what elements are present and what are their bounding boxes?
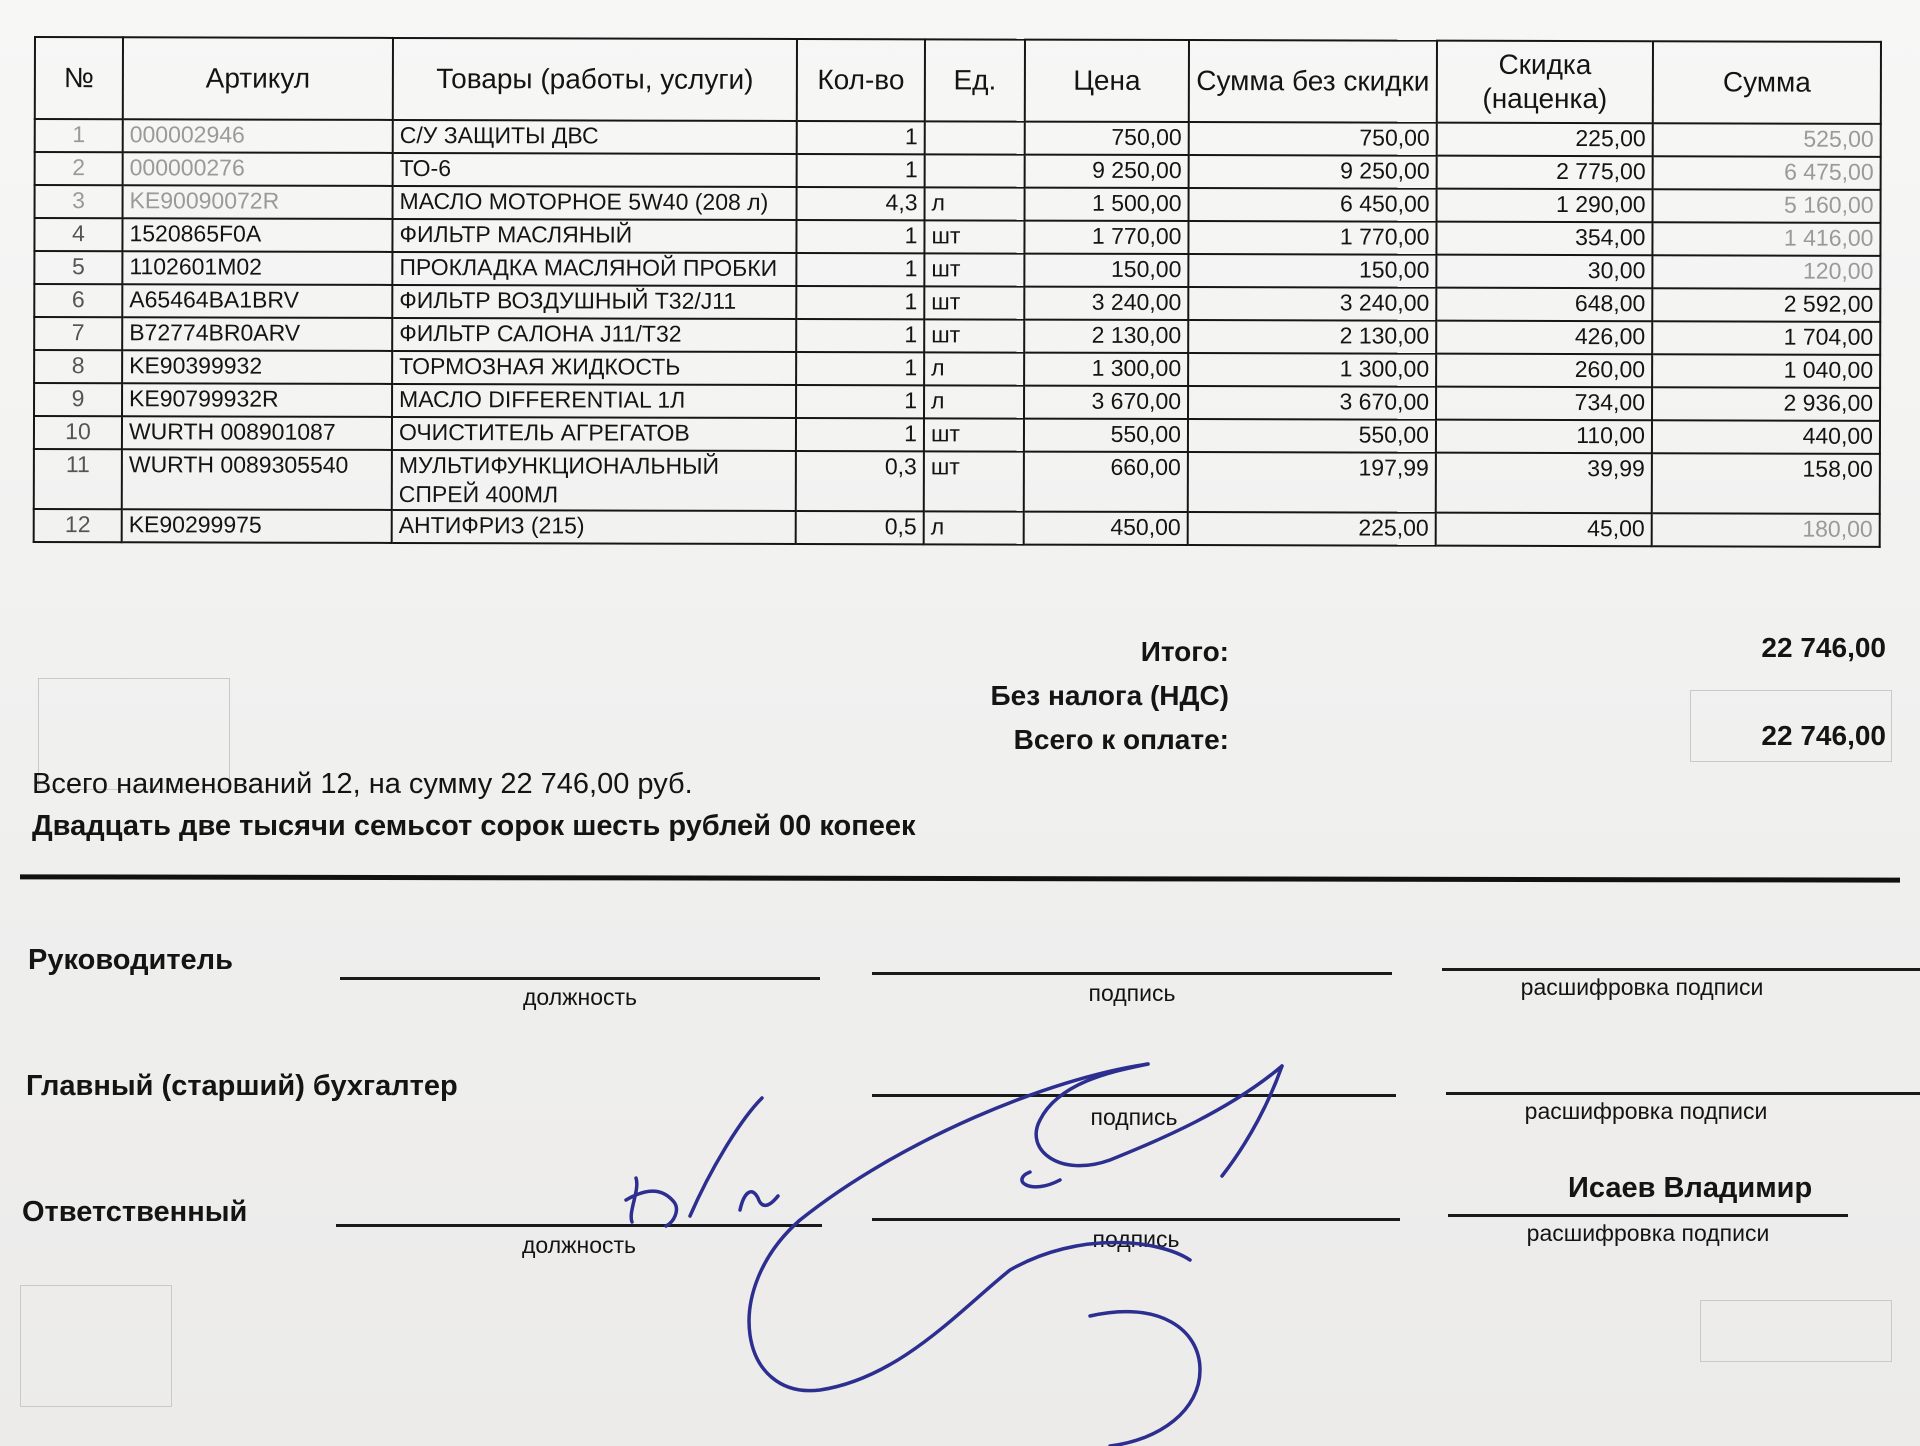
cell-sum-no-discount: 225,00 [1188,512,1436,546]
table-row [34,284,1880,322]
table-row [35,119,1881,157]
responsible-signature-line [872,1218,1400,1221]
responsible-signature-caption: подпись [1092,1226,1180,1252]
cell-article: WURTH 008901087 [122,416,392,450]
table-header-row [35,37,1881,124]
table-row [34,251,1880,289]
director-decoding-caption: расшифровка подписи [1520,974,1764,1000]
responsible-position-line [336,1224,822,1227]
accountant-signature-caption: подпись [1090,1104,1178,1130]
cell-name: ОЧИСТИТЕЛЬ АГРЕГАТОВ [392,417,796,451]
cell-price: 2 130,00 [1024,320,1188,353]
cell-name: ФИЛЬТР МАСЛЯНЫЙ [392,219,796,253]
cell-sum-no-discount: 6 450,00 [1189,188,1437,222]
col-header-unit: Ед. [925,39,1025,121]
cell-sum-no-discount: 9 250,00 [1189,155,1437,189]
items-count-summary: Всего наименований 12, на сумму 22 746,00 руб. [32,768,693,800]
cell-price: 660,00 [1024,452,1188,512]
cell-name: С/У ЗАЩИТЫ ДВС [393,120,797,154]
cell-unit: л [924,385,1024,418]
cell-discount: 734,00 [1436,387,1652,421]
cell-unit: л [924,352,1024,385]
col-header-sum: Сумма [1653,41,1881,124]
accountant-decoding-caption: расшифровка подписи [1524,1098,1768,1124]
col-header-goods: Товары (работы, услуги) [393,38,797,121]
cell-num: 6 [34,284,122,317]
cell-article: 000002946 [123,119,393,153]
cell-name: МАСЛО DIFFERENTIAL 1Л [392,384,796,418]
cell-name: МУЛЬТИФУНКЦИОНАЛЬНЫЙ СПРЕЙ 400МЛ [392,450,796,511]
col-header-qty: Кол-во [797,39,925,121]
table-row [34,383,1880,421]
director-decoding-line [1442,968,1920,971]
table-row [34,350,1880,388]
pay-label: Всего к оплате: [1013,724,1229,755]
director-label: Руководитель [28,944,233,976]
col-header-sum-no-discount: Сумма без скидки [1189,40,1437,123]
cell-unit: шт [924,418,1024,451]
cell-sum: 120,00 [1652,255,1880,289]
cell-num: 7 [34,317,122,350]
cell-qty: 1 [796,319,924,352]
cell-name: ФИЛЬТР САЛОНА J11/T32 [392,318,796,352]
cell-discount: 110,00 [1436,420,1652,454]
items-table [33,36,1882,548]
ghost-table-fragment [1700,1300,1892,1362]
cell-sum: 1 040,00 [1652,354,1880,388]
cell-discount: 39,99 [1436,453,1652,514]
cell-price: 9 250,00 [1025,155,1189,188]
cell-sum-no-discount: 150,00 [1188,254,1436,288]
table-row [34,218,1880,256]
cell-sum: 1 416,00 [1652,222,1880,256]
accountant-label: Главный (старший) бухгалтер [26,1070,458,1102]
cell-name: ФИЛЬТР ВОЗДУШНЫЙ Т32/J11 [392,285,796,319]
cell-article: WURTH 0089305540 [122,449,392,510]
col-header-num: № [35,37,123,119]
cell-sum: 158,00 [1652,453,1880,514]
cell-sum: 525,00 [1653,123,1881,157]
cell-qty: 1 [796,253,924,286]
cell-article: KE90090072R [123,185,393,219]
cell-num: 5 [34,251,122,284]
cell-sum-no-discount: 1 300,00 [1188,353,1436,387]
cell-article: KE90399932 [122,350,392,384]
cell-qty: 1 [796,352,924,385]
cell-name: ТО-6 [393,153,797,187]
cell-article: 1520865F0A [122,218,392,252]
cell-unit [925,121,1025,154]
cell-qty: 1 [796,418,924,451]
table-row [35,152,1881,190]
accountant-signature-line [872,1094,1396,1097]
cell-discount: 1 290,00 [1437,189,1653,223]
cell-price: 3 670,00 [1024,386,1188,419]
cell-name: АНТИФРИЗ (215) [392,510,796,544]
cell-unit: шт [924,286,1024,319]
cell-unit [925,154,1025,187]
cell-sum: 5 160,00 [1653,189,1881,223]
cell-qty: 1 [796,220,924,253]
cell-sum: 6 475,00 [1653,156,1881,190]
amount-in-words: Двадцать две тысячи семьсот сорок шесть рублей 00 копеек [32,810,916,842]
cell-discount: 225,00 [1437,123,1653,157]
cell-num: 4 [34,218,122,251]
vat-label: Без налога (НДС) [990,680,1229,711]
cell-price: 1 500,00 [1025,188,1189,221]
cell-price: 1 300,00 [1024,353,1188,386]
cell-discount: 648,00 [1436,288,1652,322]
cell-unit: шт [924,319,1024,352]
cell-discount: 426,00 [1436,321,1652,355]
table-row [34,449,1880,514]
cell-num: 2 [35,152,123,185]
cell-num: 12 [34,509,122,542]
cell-qty: 1 [797,121,925,154]
cell-sum: 2 936,00 [1652,387,1880,421]
cell-price: 150,00 [1024,254,1188,287]
cell-sum-no-discount: 1 770,00 [1188,221,1436,255]
director-position-line [340,977,820,980]
cell-price: 550,00 [1024,419,1188,452]
responsible-label: Ответственный [22,1196,248,1228]
cell-discount: 30,00 [1436,255,1652,289]
cell-article: A65464BA1BRV [122,284,392,318]
cell-article: 1102601M02 [122,251,392,285]
cell-unit: шт [924,253,1024,286]
cell-article: 000000276 [123,152,393,186]
cell-unit: шт [924,451,1024,511]
cell-sum-no-discount: 2 130,00 [1188,320,1436,354]
col-header-article: Артикул [123,37,393,120]
cell-sum-no-discount: 750,00 [1189,122,1437,156]
cell-num: 8 [34,350,122,383]
cell-article: KE90799932R [122,383,392,417]
cell-num: 11 [34,449,122,509]
cell-sum-no-discount: 3 670,00 [1188,386,1436,420]
cell-article: B72774BR0ARV [122,317,392,351]
table-row [34,509,1880,547]
cell-article: KE90299975 [122,509,392,543]
cell-discount: 2 775,00 [1437,156,1653,190]
responsible-decoding-line [1448,1214,1848,1217]
pay-value: 22 746,00 [1761,720,1886,751]
cell-num: 9 [34,383,122,416]
cell-price: 750,00 [1025,122,1189,155]
cell-sum: 440,00 [1652,420,1880,454]
cell-discount: 45,00 [1436,513,1652,547]
cell-price: 3 240,00 [1024,287,1188,320]
cell-discount: 354,00 [1436,222,1652,256]
cell-unit: шт [924,220,1024,253]
cell-price: 450,00 [1024,512,1188,545]
col-header-discount: Скидка (наценка) [1437,41,1653,124]
total-value: 22 746,00 [1761,632,1886,663]
accountant-decoding-line [1446,1092,1920,1095]
cell-name: ТОРМОЗНАЯ ЖИДКОСТЬ [392,351,796,385]
total-label: Итого: [1140,636,1229,667]
cell-num: 3 [35,185,123,218]
cell-sum: 180,00 [1652,513,1880,547]
cell-sum-no-discount: 550,00 [1188,419,1436,453]
cell-qty: 1 [796,286,924,319]
cell-num: 10 [34,416,122,449]
responsible-name: Исаев Владимир [1568,1172,1813,1204]
director-position-caption: должность [522,984,638,1010]
cell-qty: 0,5 [796,511,924,544]
table-row [34,317,1880,355]
cell-name: ПРОКЛАДКА МАСЛЯНОЙ ПРОБКИ [392,252,796,286]
cell-sum-no-discount: 3 240,00 [1188,287,1436,321]
director-signature-line [872,972,1392,975]
cell-num: 1 [35,119,123,152]
cell-sum: 2 592,00 [1652,288,1880,322]
cell-sum: 1 704,00 [1652,321,1880,355]
cell-sum-no-discount: 197,99 [1188,452,1436,513]
cell-unit: л [925,187,1025,220]
cell-qty: 1 [796,385,924,418]
responsible-position-caption: должность [521,1232,637,1258]
cell-name: МАСЛО МОТОРНОЕ 5W40 (208 л) [393,186,797,220]
responsible-decoding-caption: расшифровка подписи [1526,1220,1770,1246]
table-row [34,416,1880,454]
cell-qty: 0,3 [796,451,924,511]
col-header-price: Цена [1025,40,1189,122]
ghost-table-fragment [20,1285,172,1407]
director-signature-caption: подпись [1088,980,1176,1006]
cell-qty: 1 [797,154,925,187]
table-row [35,185,1881,223]
cell-unit: л [924,511,1024,544]
cell-price: 1 770,00 [1024,221,1188,254]
cell-qty: 4,3 [797,187,925,220]
cell-discount: 260,00 [1436,354,1652,388]
